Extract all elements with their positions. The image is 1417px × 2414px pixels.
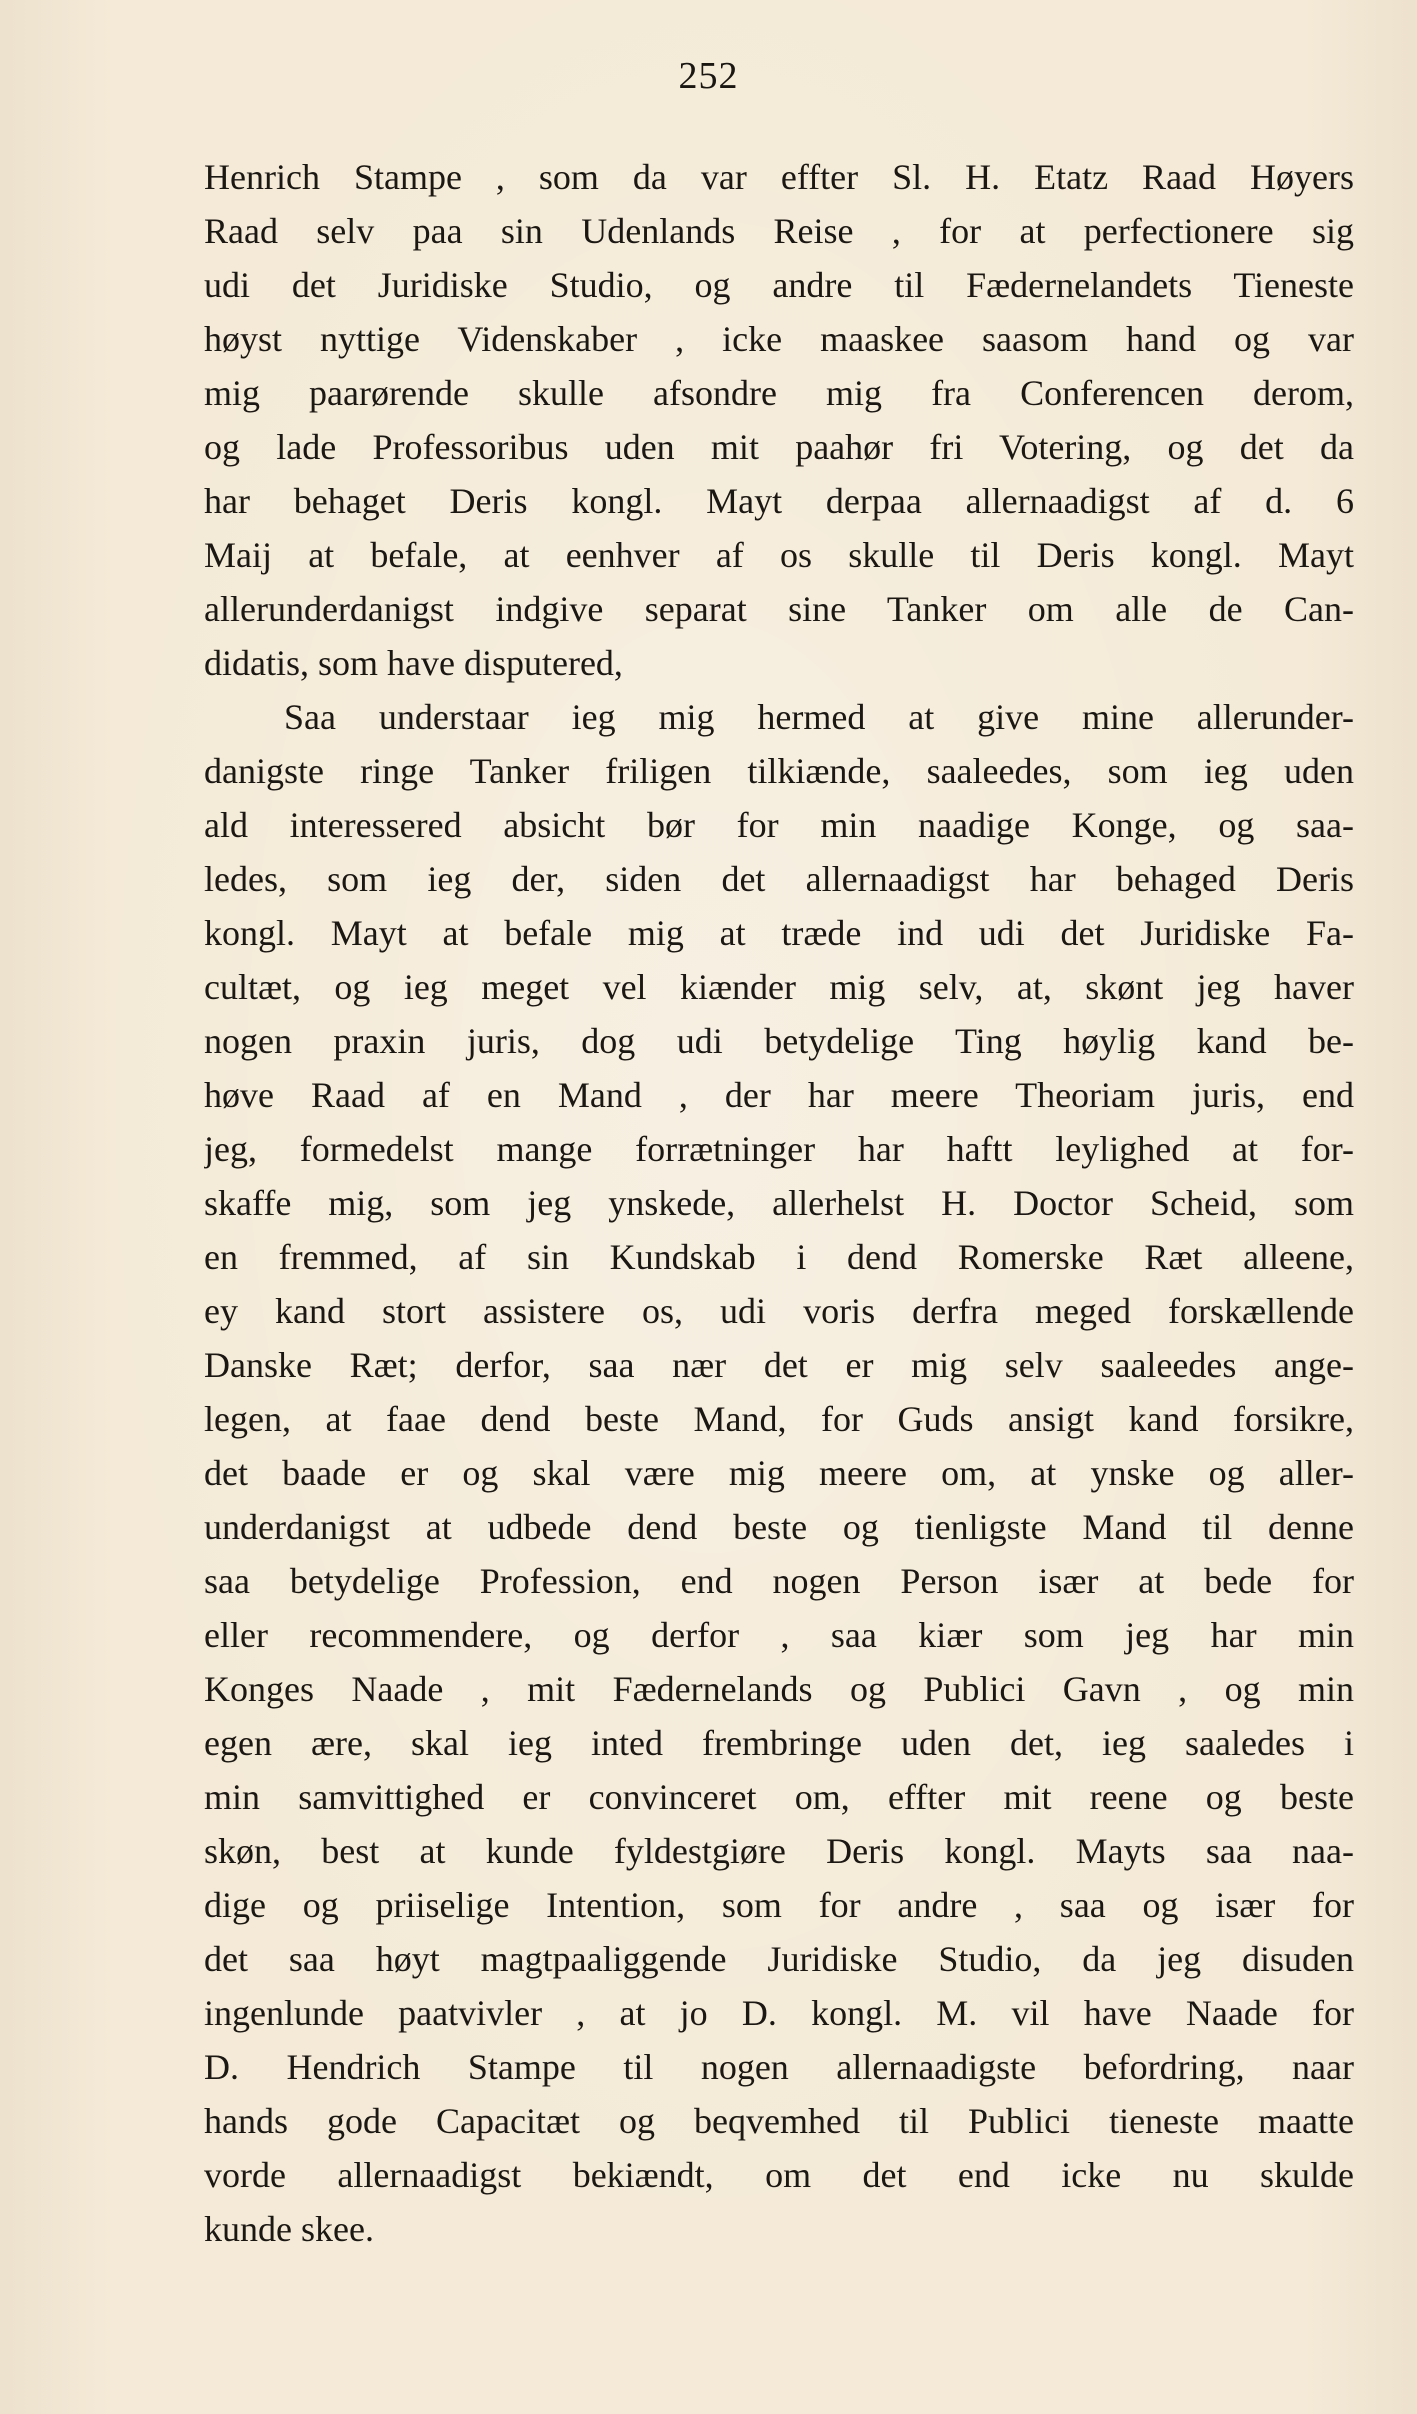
text-line: skaffe mig, som jeg ynskede, allerhelst H. Doctor Scheid, som: [204, 1183, 1354, 1223]
text-line: dige og priiselige Intention, som for andre , saa og især for: [204, 1885, 1354, 1925]
text-line: Saa understaar ieg mig hermed at give mine allerunder-: [284, 697, 1354, 737]
body-text: [204, 150, 1354, 2256]
text-line: min samvittighed er convinceret om, effter mit reene og beste: [204, 1777, 1354, 1817]
text-line: ingenlunde paatvivler , at jo D. kongl. M. vil have Naade for: [204, 1993, 1354, 2033]
text-line: egen ære, skal ieg inted frembringe uden det, ieg saaledes i: [204, 1723, 1354, 1763]
text-line: vorde allernaadigst bekiændt, om det end icke nu skulde: [204, 2155, 1354, 2195]
text-line: didatis, som have disputered,: [204, 643, 623, 683]
text-line: det baade er og skal være mig meere om, at ynske og aller-: [204, 1453, 1354, 1493]
text-line: eller recommendere, og derfor , saa kiær som jeg har min: [204, 1615, 1354, 1655]
text-line: danigste ringe Tanker friligen tilkiænde, saaleedes, som ieg uden: [204, 751, 1354, 791]
text-line: hands gode Capacitæt og beqvemhed til Publici tieneste maatte: [204, 2101, 1354, 2141]
text-line: høyst nyttige Videnskaber , icke maaskee saasom hand og var: [204, 319, 1354, 359]
text-line: ey kand stort assistere os, udi voris derfra meged forskællende: [204, 1291, 1354, 1331]
text-line: udi det Juridiske Studio, og andre til Fædernelandets Tieneste: [204, 265, 1354, 305]
text-line: kunde skee.: [204, 2209, 374, 2249]
text-line: det saa høyt magtpaaliggende Juridiske Studio, da jeg disuden: [204, 1939, 1354, 1979]
text-line: en fremmed, af sin Kundskab i dend Romerske Ræt alleene,: [204, 1237, 1354, 1277]
text-line: skøn, best at kunde fyldestgiøre Deris kongl. Mayts saa naa-: [204, 1831, 1354, 1871]
text-line: cultæt, og ieg meget vel kiænder mig selv, at, skønt jeg haver: [204, 967, 1354, 1007]
text-line: Henrich Stampe , som da var effter Sl. H. Etatz Raad Høyers: [204, 157, 1354, 197]
text-line: Danske Ræt; derfor, saa nær det er mig selv saaleedes ange-: [204, 1345, 1354, 1385]
text-line: ald interessered absicht bør for min naadige Konge, og saa-: [204, 805, 1354, 845]
text-line: har behaget Deris kongl. Mayt derpaa allernaadigst af d. 6: [204, 481, 1354, 521]
text-line: allerunderdanigst indgive separat sine Tanker om alle de Can-: [204, 589, 1354, 629]
text-line: kongl. Mayt at befale mig at træde ind udi det Juridiske Fa-: [204, 913, 1354, 953]
text-line: Konges Naade , mit Fædernelands og Publici Gavn , og min: [204, 1669, 1354, 1709]
text-line: høve Raad af en Mand , der har meere Theoriam juris, end: [204, 1075, 1354, 1115]
text-line: legen, at faae dend beste Mand, for Guds ansigt kand forsikre,: [204, 1399, 1354, 1439]
text-line: Raad selv paa sin Udenlands Reise , for at perfectionere sig: [204, 211, 1354, 251]
text-line: og lade Professoribus uden mit paahør fri Votering, og det da: [204, 427, 1354, 467]
page-number: 252: [678, 55, 739, 97]
text-line: saa betydelige Profession, end nogen Person især at bede for: [204, 1561, 1354, 1601]
text-line: nogen praxin juris, dog udi betydelige Ting høylig kand be-: [204, 1021, 1354, 1061]
text-line: jeg, formedelst mange forrætninger har haftt leylighed at for-: [204, 1129, 1354, 1169]
text-line: D. Hendrich Stampe til nogen allernaadigste befordring, naar: [204, 2047, 1354, 2087]
text-line: underdanigst at udbede dend beste og tienligste Mand til denne: [204, 1507, 1354, 1547]
text-line: mig paarørende skulle afsondre mig fra Conferencen derom,: [204, 373, 1354, 413]
text-line: ledes, som ieg der, siden det allernaadigst har behaged Deris: [204, 859, 1354, 899]
text-line: Maij at befale, at eenhver af os skulle til Deris kongl. Mayt: [204, 535, 1354, 575]
